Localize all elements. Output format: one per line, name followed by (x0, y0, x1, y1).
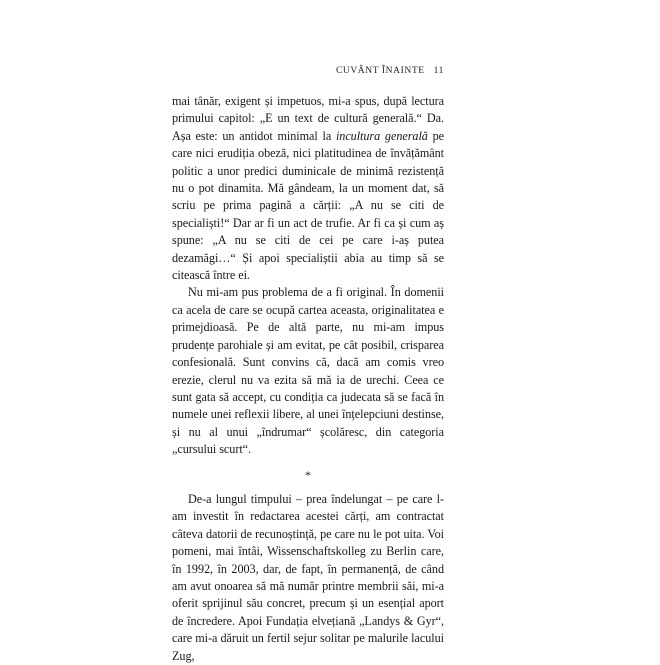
running-head-title: CUVÂNT ÎNAINTE (335, 66, 425, 76)
emphasis-text: incultura generală (335, 128, 428, 143)
paragraph-acknowledgements: De-a lungul timpului – prea îndelungat – pe care l-am investit în redactarea acestei cărți, am contractat câteva datorii de recunoștință, pe care nu le pot uita. Voi pomeni, mai întâi, Wissenschaftskolleg zu Berlin care, în 1992, în 2003, dar, de fapt, în permanență, de când am avut onoarea să mă număr printre membrii săi, mi-a oferit sprijinul său concret, precum și un esențial aport de încredere. Apoi Fundația elvețiană „Landys & Gyr“, care mi-a dăruit un fertil sejur solitar pe malurile lacului Zug, (172, 491, 444, 663)
paragraph-originality: Nu mi-am pus problema de a fi original. În domenii ca acela de care se ocupă cartea aceasta, originalitatea e primejdioasă. Pe de altă parte, nu mi-am impus prudențe parohiale și am evitat, pe cât posibil, crisparea confesională. Sunt convins că, dacă am comis vreo erezie, clerul nu va ezita să mă ia de urechi. Ceea ce sunt gata să accept, cu condiția ca judecata să se facă în numele unei reflexii libere, al unei înțelepciuni destinse, și nu al unui „îndrumar“ școlăresc, din categoria „cursului scurt“. (172, 285, 444, 457)
page-number: 11 (433, 66, 444, 76)
running-head (336, 66, 444, 76)
section-separator: * (305, 467, 311, 482)
paragraph-text: mai tânăr, exigent și impetuos, mi-a spus, după lectura primului capitol: „E un text de cultură generală.“ Da. Așa este: un antidot minimal la (172, 94, 444, 143)
paragraph-continued (172, 93, 444, 284)
body-text (172, 93, 444, 665)
paragraph-text: pe care nici erudiția obeză, nici platitudinea de învățământ politic a unor predici duminicale de minimă rezistență nu o pot dinamita. Mă gândeam, la un moment dat, să scriu pe prima pagină a cărții: „A nu se citi de specialiști!“ Dar ar fi un act de trufie. Ar fi ca și cum aș spune: „A nu se citi de cei pe care i-aș putea dezamăgi…“ Și apoi specialiștii abia au timp să se citească între ei. (172, 128, 444, 283)
